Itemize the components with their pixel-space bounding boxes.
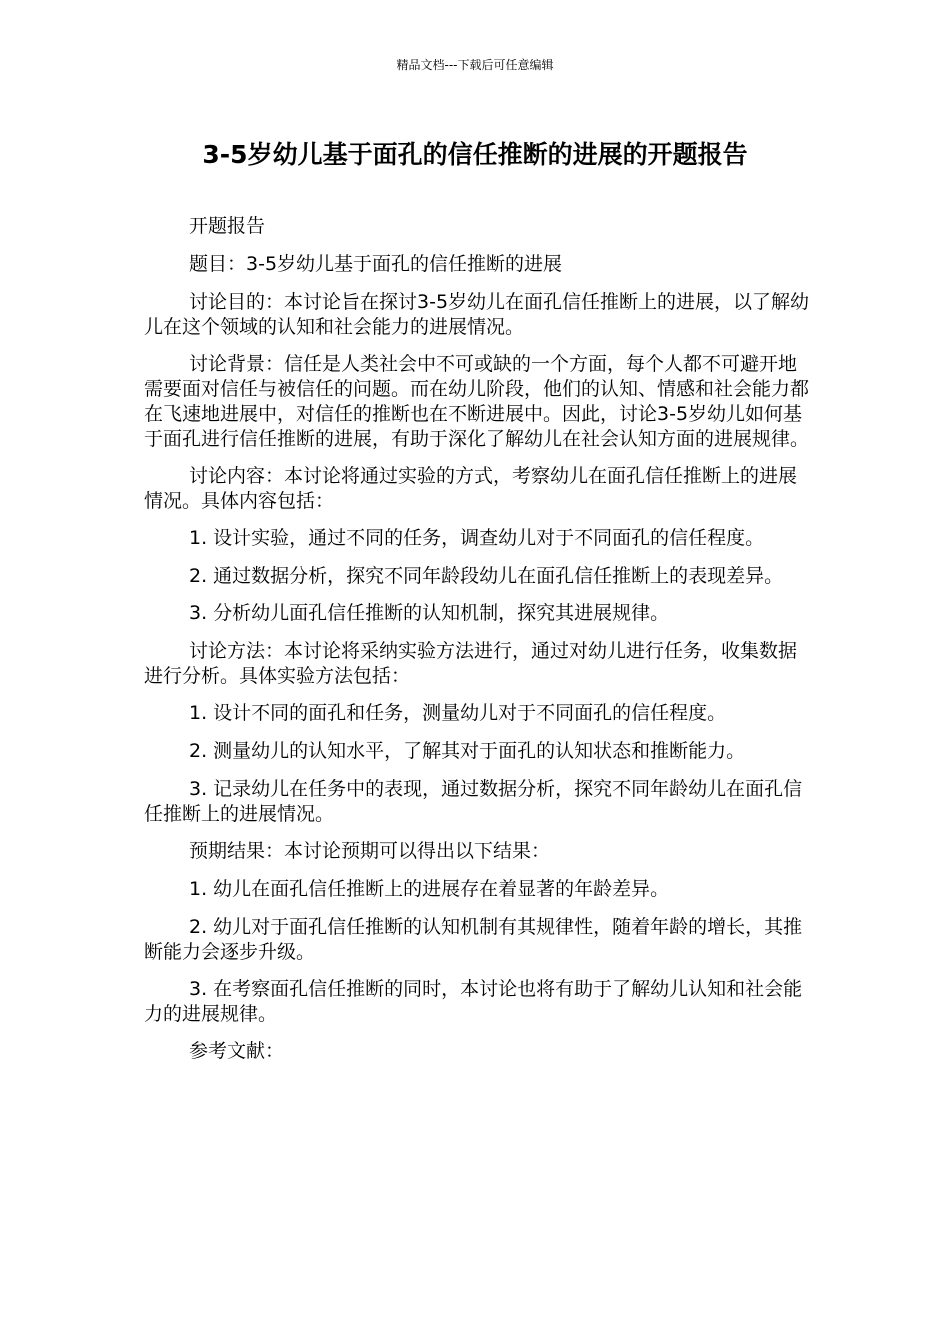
list-item-content-1: 1. 设计实验，通过不同的任务，调查幼儿对于不同面孔的信任程度。 (189, 527, 765, 549)
paragraph-expected-results: 预期结果：本讨论预期可以得出以下结果： (189, 840, 551, 862)
list-item-method-2: 2. 测量幼儿的认知水平，了解其对于面孔的认知状态和推断能力。 (189, 740, 746, 762)
page-header-note: 精品文档---下载后可任意编辑 (396, 58, 554, 72)
paragraph-method: 讨论方法：本讨论将采纳实验方法进行，通过对幼儿进行任务，收集数据进行分析。具体实验方法包括： (144, 640, 798, 687)
paragraph-content: 讨论内容：本讨论将通过实验的方式，考察幼儿在面孔信任推断上的进展情况。具体内容包括： (144, 465, 798, 512)
document-body (144, 214, 812, 1077)
document-title: 3-5岁幼儿基于面孔的信任推断的进展的开题报告 (202, 140, 748, 169)
paragraph-references: 参考文献： (189, 1040, 285, 1062)
list-item-content-2: 2. 通过数据分析，探究不同年龄段幼儿在面孔信任推断上的表现差异。 (189, 565, 784, 587)
paragraph-purpose: 讨论目的：本讨论旨在探讨3-5岁幼儿在面孔信任推断上的进展，以了解幼儿在这个领域的认知和社会能力的进展情况。 (144, 291, 810, 338)
paragraph-report-label: 开题报告 (189, 215, 266, 237)
list-item-result-1: 1. 幼儿在面孔信任推断上的进展存在着显著的年龄差异。 (189, 878, 670, 900)
list-item-result-3: 3. 在考察面孔信任推断的同时，本讨论也将有助于了解幼儿认知和社会能力的进展规律。 (144, 978, 803, 1025)
list-item-content-3: 3. 分析幼儿面孔信任推断的认知机制，探究其进展规律。 (189, 602, 670, 624)
list-item-result-2: 2. 幼儿对于面孔信任推断的认知机制有其规律性，随着年龄的增长，其推断能力会逐步升级。 (144, 916, 803, 963)
paragraph-background: 讨论背景：信任是人类社会中不可或缺的一个方面，每个人都不可避开地需要面对信任与被信任的问题。而在幼儿阶段，他们的认知、情感和社会能力都在飞速地进展中，对信任的推断也在不断进展中。因此，讨论3-5岁幼儿如何基于面孔进行信任推断的进展，有助于深化了解幼儿在社会认知方面的进展规律。 (144, 353, 810, 450)
paragraph-topic: 题目：3-5岁幼儿基于面孔的信任推断的进展 (189, 253, 563, 275)
list-item-method-1: 1. 设计不同的面孔和任务，测量幼儿对于不同面孔的信任程度。 (189, 702, 727, 724)
list-item-method-3: 3. 记录幼儿在任务中的表现，通过数据分析，探究不同年龄幼儿在面孔信任推断上的进展情况。 (144, 778, 803, 825)
